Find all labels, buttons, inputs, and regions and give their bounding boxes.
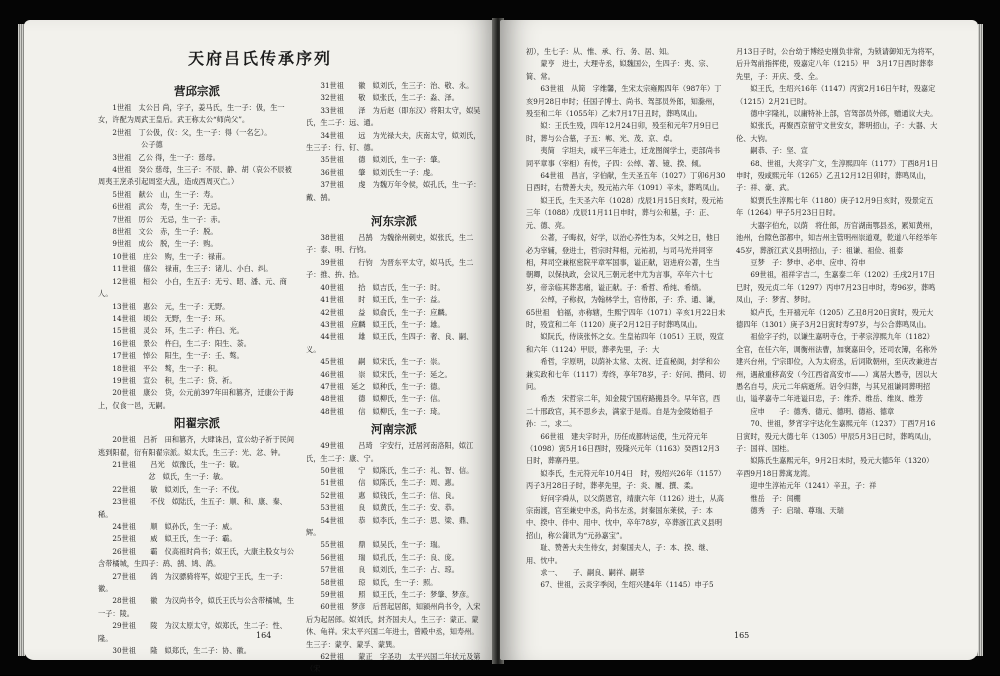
- genealogy-entry: 43世祖 应麟 姒王氏，生一子：雄。: [320, 319, 445, 329]
- genealogy-entry: 5世祖 献公 山，生一子：寿。: [112, 189, 218, 199]
- genealogy-entry: 56世祖 瑞 姒孔氏，生二子：良、庞。: [320, 552, 459, 562]
- right-page: [500, 20, 978, 660]
- genealogy-entry: 4世祖 癸公 慈母，生三子：不辰、静、胡（哀公不辰被周夷王烹杀引起周室大乱，造成西周灭亡。）: [98, 165, 292, 187]
- genealogy-entry: 德中字隆礼，以庸特补上部，官驾部员外郎，赠通议大夫。: [750, 109, 938, 119]
- section-heading: 河南宗派: [371, 422, 417, 437]
- genealogy-entry: 27世祖 鸽 为汉骠骑将军，姒迎宁王氏，生一子：徽。: [98, 571, 287, 594]
- genealogy-entry: 50世祖 宁 姒陈氏，生二子：礼、智、信。: [320, 465, 474, 475]
- genealogy-entry: 48世祖 信 姒柳氏，生一子：琦。: [320, 406, 445, 416]
- genealogy-entry: 34世祖 远 为光禄大夫，庆南太守，姒刘氏，生三子：行、钉、德。: [306, 130, 481, 153]
- genealogy-entry: 32世祖 敬 姒张氏，生二子：淼、泽。: [320, 93, 459, 103]
- genealogy-entry: 蒙亨 进士，大理寺丞，姒魏国公，生四子：夷、宗、简、常。: [526, 59, 713, 81]
- genealogy-entry: 好问字舜从，以父荫恩官，靖康六年（1126）进士，从高宗南渡，官至兼史中丞，尚书左丞，封秦国东莱侯，子：本中、揆中、伴中、用中、忱中，卒年78岁，卒葬浙江武义县明招山，称公蒲讯为“元孙嘉宝”。: [526, 493, 724, 540]
- genealogy-entry: 63世祖 从简 字维馨，生宋太宗雍熙四年（987年）丁亥9月28日申时；任国子博士、尚书、驾部员外郎，知滁州，殁至和二年（1055年）乙未7月17日丑时，葬鸣凤山。: [526, 84, 722, 119]
- genealogy-entry: 求一、 子、嗣良、嗣祥、嗣莘: [540, 568, 645, 578]
- left-page-column-1: [98, 80, 296, 657]
- genealogy-entry: 15世祖 灵公 环，生二子：杵臼、光。: [112, 326, 244, 336]
- genealogy-entry: 21世祖 吕光 姒豫氏，生一子：敏。: [112, 459, 244, 469]
- genealogy-entry: 40世祖 拾 姒吉氏，生一子：时。: [320, 282, 445, 292]
- genealogy-entry: 公著，子晦叔，好学，以治心养性为本，父舛之日，他日必为宰辅，登进士，哲宗时拜相，元祐初，与司马光并同宰相，拜司空兼枢密院平章军国事，谥正献，诏进府公著，生当朝卿，以保执政，会议凡三朝元老中尤为言事，卒年六十七岁，帝亲临其葬悲痛，谥正献。子：希哲、希纯、希绩。: [526, 233, 721, 292]
- genealogy-entry: 6世祖 武公 寿，生一子：无忌。: [112, 202, 225, 212]
- genealogy-entry: 33世祖 泽 为后赵（即东汉）将阳太守，姒吴氏，生二子：远、通。: [306, 105, 481, 128]
- genealogy-entry: 64世祖 昌言，字伯献，生天圣五年（1027）丁卯6月30日酉时，右赞善大夫，殁元祐六年（1091）辛未，葬鸣凤山。: [526, 171, 726, 193]
- genealogy-entry: 姒陈氏生嘉熙元年，9月2日未时，殁元大德5年（1320）辛酉9月18日葬寓龙湾。: [736, 456, 934, 478]
- genealogy-entry: 姒张氏，再聚西京留守文世安女，葬明招山，子：大器、大伦、大钧。: [736, 121, 938, 143]
- genealogy-entry: 姒贾氏生淳熙七年（1180）庚子12月9日亥时，殁景定五年（1264）甲子5月23日日时。: [736, 195, 934, 218]
- genealogy-entry: 41世祖 时 姒王氏，生一子：益。: [320, 295, 445, 305]
- genealogy-entry: 月13日子时，公台幼于博经史刚负非常，为锁请御知无为将军，后升驾前指挥使，殁嘉定八年（1215）甲 3月17日酉时葬奉先里，子：开庆、受、全。: [736, 47, 940, 81]
- genealogy-entry: 3世祖 乙公 得，生一子：慈母。: [112, 152, 220, 162]
- genealogy-entry: 豆梦 子：梦申、必申、应申、符申: [750, 257, 866, 267]
- genealogy-entry: 39世祖 行钧 为晋东平太守，姒马氏，生二子：推、拚、拾。: [306, 257, 474, 280]
- genealogy-entry: 57世祖 良 姒刘氏，生二子：占、琼。: [320, 565, 459, 575]
- genealogy-entry: 2世祖 丁公伋，仪：父，生一子：得（一名乞）。: [112, 127, 272, 137]
- genealogy-entry: 36世祖 肇 姒刘氏生一子：虔。: [320, 167, 438, 177]
- genealogy-entry: 9世祖 成公 脱，生一子：购。: [112, 239, 218, 249]
- genealogy-entry: 公绰，子称叔，为翰林学士，官侍郎，子：乔、通、谦，65世祖 伯福，亦称辖，生熙宁四年（1071）辛亥1月22日未时，殁宣和二年（1120）庚子2月12日子时葬鸣凤山。: [526, 295, 726, 329]
- page-number-left: 164: [256, 631, 272, 640]
- genealogy-entry: 44世祖 雄 姒王氏，生四子：奢、良、嗣、义。: [306, 332, 474, 354]
- left-page-column-2: [306, 80, 482, 676]
- genealogy-entry: 初），生七子：从、惟、承、行、务、居、知。: [526, 47, 674, 56]
- genealogy-entry: 25世祖 威 姒王氏，生一子：霸。: [112, 534, 237, 544]
- section-heading: 河东宗派: [371, 214, 417, 229]
- genealogy-entry: 28世祖 徽 为汉尚书令，姒氏王氏与公含带橘城，生一子：陵。: [98, 596, 295, 618]
- right-page-column-2: [736, 46, 940, 517]
- genealogy-entry: 姒王氏，生绍兴16年（1147）丙寅2月16日午时，殁嘉定（1215）2月21已时。: [736, 84, 936, 106]
- genealogy-entry: 17世祖 悼公 阳生，生一子：壬、骜。: [112, 351, 244, 361]
- genealogy-entry: 66世祖 建夫字时升，历任成都转运使，生元符元年（1098）寅5月16日酉时，殁隆兴元年（1163）癸酉12月3日时，葬寨丹里。: [526, 431, 720, 466]
- genealogy-entry: 24世祖 顺 姒孙氏，生一子：威。: [112, 522, 237, 531]
- genealogy-entry: 51世祖 信 姒陈氏，生二子：周、惠。: [320, 478, 459, 488]
- section-spacer: [306, 204, 482, 210]
- genealogy-entry: 70、世祖，梦宵字宇达化生嘉熙元年（1237）丁酉7月16日寅时，殁元大德七年（1305）甲辰5月3日已时，葬鸣凤山，子：国祥、国桂。: [736, 419, 936, 453]
- genealogy-entry: 29世祖 陵 为汉太原太守，姒郑氏，生二子：性、隆。: [98, 621, 287, 643]
- genealogy-entry: 59世祖 照 姒王氏，生二子：梦肇、梦彦。: [320, 590, 474, 600]
- genealogy-entry: 耻、赞善大夫生侍女，封秦国夫人，子：本、揆、继、用、忱中。: [526, 543, 713, 565]
- genealogy-entry: 67、世祖，云炎字季闵，生绍兴建4年（1145）申子5: [540, 580, 714, 590]
- genealogy-entry: 31世祖 徽 姒刘氏，生三子：治、敬、永。: [320, 81, 474, 90]
- genealogy-entry: 60世祖 梦彦 后晋起居郎，知颍州尚书令，入宋后为起居郎。姒刘氏，封齐国夫人，生三子：蒙正、蒙休、龟祥。宋太平兴国二年进士，曾殿中丞，知寿州。生三子：蒙亨、蒙孚、蒙巽。: [306, 602, 481, 649]
- genealogy-entry: 7世祖 厉公 无忌，生一子：赤。: [112, 214, 225, 224]
- genealogy-entry: 14世祖 顷公 无野，生一子：环。: [112, 313, 230, 323]
- genealogy-entry: 20世祖 吕祈 田和篡齐，大肆诛吕，宣公幼子祈于民间逃到阳翟，衍有阳翟宗派。姒太氏，生三子：光、忿、钟。: [98, 435, 295, 457]
- genealogy-entry: 姒阮氏，侍读张怀之女。生皇祐四年（1051）王辰，殁宣和六年（1124）甲辰，葬孝先里，子：大: [526, 332, 724, 354]
- genealogy-entry: 公子德: [112, 140, 163, 150]
- genealogy-entry: 58世祖 琼 姒氏，生一子：照。: [320, 577, 438, 587]
- genealogy-entry: 姒卢氏，生开禧元年（1205）乙丑8月20日寅时，殁元大德四年（1301）庚子3月2日寅时寿97岁，与公合葬鸣凤山。: [736, 307, 934, 329]
- genealogy-entry: 19世祖 宣公 积，生二子：贷、祈。: [112, 375, 237, 385]
- genealogy-entry: 希杰 宋哲宗二年，知金陵宁国府路搬县令。早年官，西二十邢政官，其不思乡去，满家于是焉。自是为金陵始祖子孙：二，求二。: [526, 394, 721, 429]
- genealogy-entry: 69世祖，祖祥字吉二，生嘉泰二年（1202）壬戌2月17日巳时，殁元贞二年（1297）丙申7月23日申时，寿96岁，葬鸣凤山，子：梦宵、梦时。: [736, 270, 936, 305]
- genealogy-entry: 姒王氏，生天圣六年（1028）戊辰1月15日亥时，殁元祐三年（1088）戊辰11月11日申时，葬与公和墓，子：正、元、德、亮。: [526, 195, 724, 230]
- genealogy-entry: 迎申生淳祐元年（1241）辛丑，子：祥: [750, 481, 877, 491]
- genealogy-entry: 忿 姒氏，生一子：敏。: [112, 472, 228, 482]
- genealogy-entry: 48世祖 德 姒柳氏，生一子：信。: [320, 394, 445, 404]
- genealogy-entry: 52世祖 惠 姒钱氏，生二子：信、良。: [320, 490, 459, 500]
- genealogy-entry: 嗣恭、子：坚、宣: [750, 146, 808, 156]
- genealogy-entry: 18世祖 平公 骜，生一子：积。: [112, 363, 223, 373]
- genealogy-entry: 16世祖 景公 杵臼，生二子：阳生、荼。: [112, 338, 251, 348]
- genealogy-entry: 22世祖 敏 姒刘氏，生一子：不伐。: [112, 484, 244, 494]
- genealogy-entry: 应申 子：德秀、德元、德明、德裕、德章: [750, 406, 895, 416]
- genealogy-entry: 惟岳 子：闰棚: [750, 493, 801, 503]
- genealogy-entry: 37世祖 虔 为魏万年令侯，姒孔氏，生一子：戴、鹄。: [306, 180, 481, 202]
- section-heading: 营邱宗派: [174, 84, 220, 98]
- genealogy-entry: 12世祖 桓公 小白，生五子：无亏、昭、潘、元、商人。: [98, 276, 287, 299]
- right-page-column-1: [526, 46, 726, 592]
- section-heading: 阳翟宗派: [174, 416, 220, 431]
- genealogy-entry: 20世祖 康公 贷，公元前397年田和篡齐，迁康公于海上，仅食一邑，无嗣。: [98, 388, 294, 410]
- genealogy-entry: 1世祖 太公吕 尚，字子，姜马氏，生一子：伋，生一女，许配为周武王皇后。武王称太公“师尚父”。: [98, 103, 285, 125]
- genealogy-entry: 姒：王氏生殁，四年12月24日卯，殁至和元年7月9日已时，葬与公合墓，子五：郸、光、茂、京、卓。: [526, 121, 719, 143]
- genealogy-entry: 38世祖 吕鹄 为魏徐州刺史，姒张氏，生二子：泰、明、行钧。: [306, 233, 474, 255]
- genealogy-entry: 德秀 子：启瑞、尊瑞、天瑞: [750, 506, 844, 516]
- genealogy-entry: 10世祖 庄公 购，生一子：禄甫。: [112, 251, 230, 261]
- genealogy-entry: 23世祖 不伐 姒陆氏，生五子：顺、和、康、秦、稀。: [98, 497, 287, 519]
- genealogy-entry: 68、世祖，大亮字广文，生淳熙四年（1177）丁酉8月1日申时，殁咸熙元年（1265）乙丑12月12日卯时，葬鸣凤山，子：祥、豪、武。: [736, 158, 938, 193]
- genealogy-entry: 祖俭字子约，以谦生嘉明寺仓，于孝宗淳熙九年（1182）全官，在任六年，调衡州法曹，加褒嘉田令，还司农簿，名称外建兴台州，宁宗即位，入为太府丞，后词欺朝州，至庆改兼进吉州，遇赦重移高安（今江西省高安市——）寓居大愚寺，因以大愚名自号，庆元二年病逝所。诏令归葬，与其兄祖谦同葬明招山，谥孝嘉寺二年进谥曰忠，子：维乔、维岳、维岚、维芳: [736, 332, 938, 404]
- genealogy-entry: 46世祖 崇 姒宋氏，生一子：延之。: [320, 369, 452, 379]
- genealogy-entry: 夷简 字坦夫，咸平三年进士，迁龙图阁学士，吏部尚书同平章事（宰相）有传，子四：公绰、著、镜、揆、倾。: [526, 146, 721, 168]
- genealogy-entry: 42世祖 益 姒俞氏，生一子：应麟。: [320, 307, 452, 317]
- genealogy-entry: 54世祖 恭 姒李氏，生二子：思、梁、鼎、辉。: [306, 515, 474, 537]
- genealogy-entry: 30世祖 隆 姒郑氏，生二子：协、徽。: [112, 646, 251, 656]
- genealogy-entry: 8世祖 文公 赤，生一子：脱。: [112, 227, 218, 237]
- page-title: 天府吕氏传承序列: [187, 49, 332, 68]
- genealogy-entry: 大器字伯允，以荫 将仕郎，历官湖南鄂县丞，累知黄州，池州，台隙色部都中，知吉州主管明州崇道观，乾道八年经举年45岁，葬浙江武义县明招山，子：祖谦、祖俭、祖泰: [736, 220, 938, 255]
- genealogy-entry: 53世祖 良 姒黄氏，生二子：安、恭。: [320, 503, 459, 513]
- genealogy-entry: 11世祖 僖公 禄甫，生三子：诸儿、小白、纠。: [112, 264, 273, 274]
- genealogy-entry: 47世祖 延之 姒种氏，生一子：德。: [320, 381, 445, 391]
- genealogy-entry: 62世祖 蒙正 字圣功 太平兴国二年状元及第（宋: [306, 652, 481, 674]
- genealogy-entry: 45世祖 嗣 姒宋氏，生一子：崇。: [320, 357, 445, 367]
- genealogy-entry: 55世祖 鼎 姒吴氏，生一子：瑞。: [320, 540, 445, 550]
- genealogy-entry: 姒李氏，生元符元年10月4日 时，殁绍兴26年（1157）丙子3月28日子时，葬孝先里，子：炎、履、撰、柔。: [526, 468, 726, 491]
- genealogy-entry: 希哲，字原明，以荫补太常、太祝、迁直秘阁，封学和公兼实政和七年（1117）寿终，享年78岁，子：好问、攒问、切问。: [526, 357, 726, 391]
- genealogy-entry: 35世祖 德 姒刘氏，生一子：肇。: [320, 155, 445, 165]
- left-page: [24, 20, 496, 674]
- genealogy-entry: 13世祖 惠公 元，生一子：无野。: [112, 301, 230, 311]
- genealogy-entry: 49世祖 吕琦 字安行，迁居河南洛阳，姒江氏，生二子：康、宁。: [306, 441, 474, 463]
- genealogy-entry: 26世祖 霸 仪高祖时尚书；姒王氏，大康主股女与公含带橘城，生四子：鸹、鹄、鸠、鸽。: [98, 546, 295, 569]
- page-number-right: 165: [734, 631, 750, 640]
